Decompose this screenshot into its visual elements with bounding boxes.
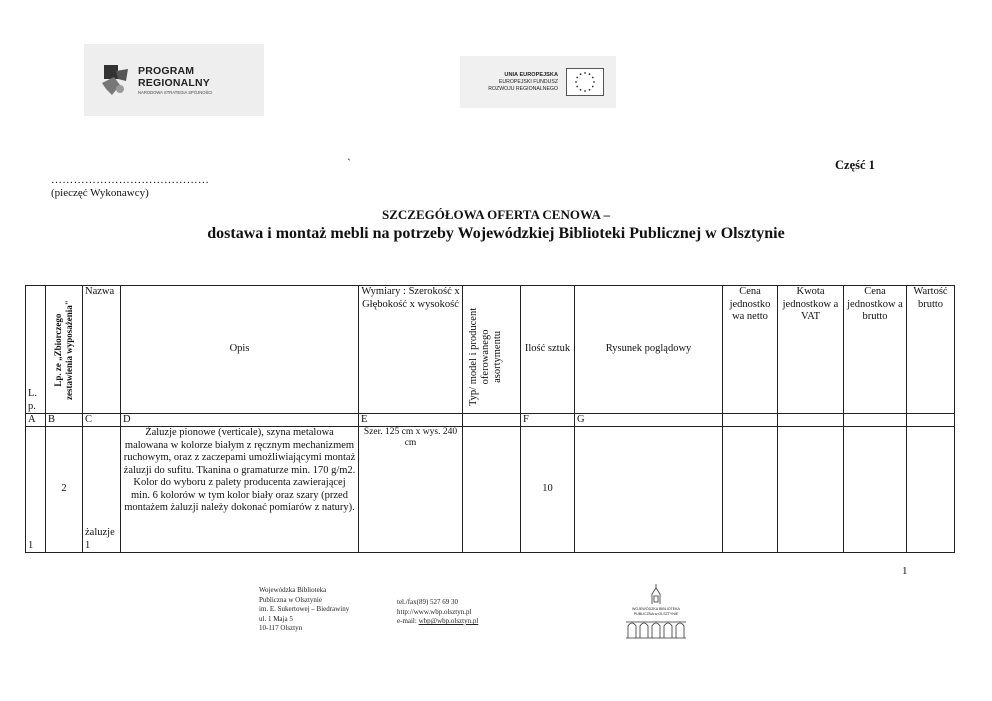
page-number: 1 [902, 565, 908, 577]
header-lp-zestawienie: Lp. ze „Zbiorczego zestawienia wyposażenia" [46, 286, 83, 414]
cell-nazwa: żaluzje 1 [83, 427, 121, 553]
ue-line-1: UNIA EUROPEJSKA [504, 71, 558, 78]
table-header-row [26, 286, 955, 414]
cell-cena-netto[interactable] [723, 427, 778, 553]
footer-address [259, 586, 349, 634]
table-row [26, 427, 955, 553]
document-title: SZCZEGÓŁOWA OFERTA CENOWA – [382, 207, 610, 222]
header-rysunek: Rysunek poglądowy [575, 286, 723, 414]
header-opis: Opis [121, 286, 359, 414]
column-letter: C [83, 414, 121, 427]
cell-wartosc-brutto[interactable] [907, 427, 955, 553]
header-cena-brutto: Cena jednostkow a brutto [844, 286, 907, 414]
wbp-library-logo [622, 582, 690, 640]
column-letter: E [359, 414, 463, 427]
column-letter: B [46, 414, 83, 427]
cell-kwota-vat[interactable] [778, 427, 844, 553]
header-kwota-vat: Kwota jednostkow a VAT [778, 286, 844, 414]
cell-typ[interactable] [463, 427, 521, 553]
column-letters-row [26, 414, 955, 427]
column-letter: G [575, 414, 723, 427]
cell-rysunek [575, 427, 723, 553]
wbp-logo-text-1: WOJEWÓDZKA BIBLIOTEKA [632, 607, 680, 611]
footer-address-line: Publiczna w Olsztynie [259, 595, 322, 604]
footer-address-line: Wojewódzka Biblioteka [259, 586, 327, 594]
header-ilosc: Ilość sztuk [521, 286, 575, 414]
column-letter [844, 414, 907, 427]
stamp-caption: (pieczęć Wykonawcy) [51, 187, 149, 199]
wbp-logo-text-2: PUBLICZNA w OLSZTYNIE [633, 612, 679, 616]
program-regionalny-logo [84, 44, 264, 116]
header-wymiary: Wymiary : Szerokość x Głębokość x wysokość [359, 286, 463, 414]
stray-tick-mark: ` [347, 156, 351, 170]
column-letter [463, 414, 521, 427]
ue-line-3: ROZWOJU REGIONALNEGO [488, 85, 558, 92]
cell-opis: Żaluzje pionowe (verticale), szyna metalowa malowana w kolorze białym z ręcznym mechanizmem ruchowym, oraz z zaczepami umożliwiającymi montaż żaluzji do sufitu. Tkanina o gramaturze min. 170 g/m2. Kolor do wyboru z palety producenta zawierającej min. 6 kolorów w tym kolor biały oraz szary (przed montażem żaluzji należy dokonać pomiarów z natury). [121, 427, 359, 553]
column-letter [907, 414, 955, 427]
unia-europejska-logo [460, 56, 616, 108]
ue-line-2: EUROPEJSKI FUNDUSZ [498, 78, 558, 85]
header-nazwa: Nazwa [83, 286, 121, 414]
program-regionalny-title: PROGRAM REGIONALNY [138, 65, 211, 89]
column-letter: A [26, 414, 46, 427]
footer-address-line: 10-117 Olsztyn [259, 624, 303, 632]
column-letter [723, 414, 778, 427]
cell-lp: 1 [26, 427, 46, 553]
program-regionalny-emblem-icon [98, 63, 132, 97]
header-cena-netto: Cena jednostko wa netto [723, 286, 778, 414]
offer-table [25, 285, 955, 553]
footer-www-link[interactable]: http://www.wbp.olsztyn.pl [397, 607, 472, 616]
cell-cena-brutto[interactable] [844, 427, 907, 553]
header-wartosc-brutto: Wartość brutto [907, 286, 955, 414]
eu-flag-icon [566, 68, 604, 96]
header-lp: L. p. [26, 286, 46, 414]
footer-email: e-mail: wbp@wbp.olsztyn.pl [397, 617, 479, 625]
program-regionalny-subtitle: NARODOWA STRATEGIA SPÓJNOŚCI [138, 90, 213, 95]
document-subtitle: dostawa i montaż mebli na potrzeby Wojewódzkiej Biblioteki Publicznej w Olsztynie [207, 225, 785, 242]
footer-email-link[interactable]: wbp@wbp.olsztyn.pl [418, 617, 479, 625]
column-letter: F [521, 414, 575, 427]
footer-address-line: ul. 1 Maja 5 [259, 614, 293, 623]
header-typ-model: Typ/ model i producent oferowanego asortymentu [463, 286, 521, 414]
cell-lp-zestawienie: 2 [46, 427, 83, 553]
stamp-dotted-line: …………………………………… [51, 174, 210, 186]
column-letter [778, 414, 844, 427]
footer-tel: tel./fax(89) 527 69 30 [397, 598, 459, 606]
column-letter: D [121, 414, 359, 427]
cell-ilosc: 10 [521, 427, 575, 553]
cell-wymiary: Szer. 125 cm x wys. 240 cm [359, 427, 463, 553]
footer-contact [397, 598, 478, 627]
footer-address-line: im. E. Sukertowej – Biedrawiny [259, 605, 350, 613]
czesc-label: Część 1 [835, 158, 875, 172]
